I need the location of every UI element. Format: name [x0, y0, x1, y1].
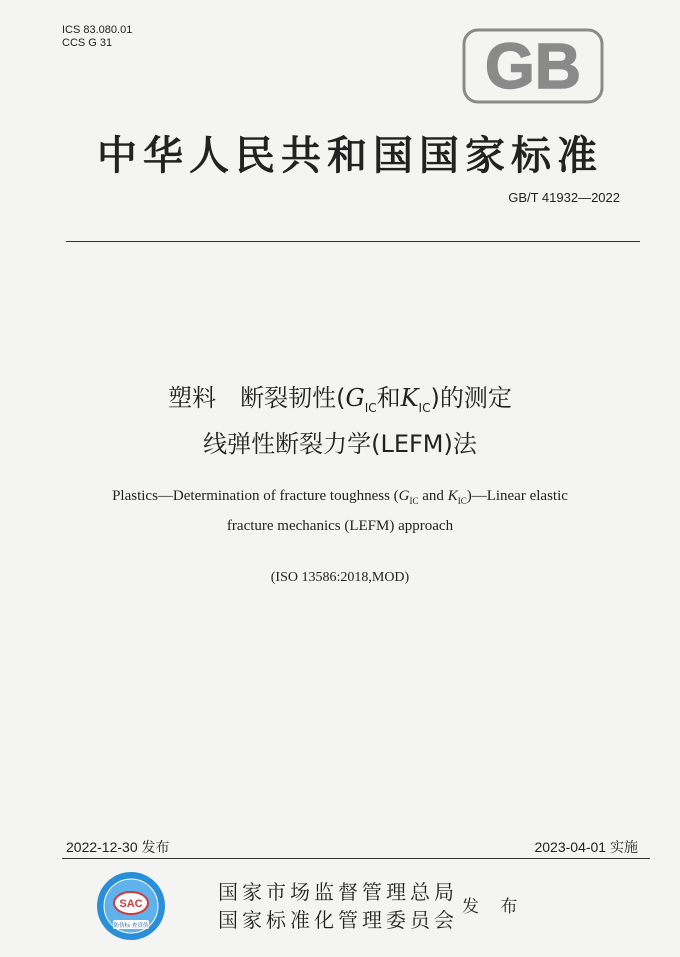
- en-g-subscript: IC: [409, 496, 419, 506]
- zh-title-prefix: 塑料 断裂韧性(: [168, 384, 346, 412]
- issuer-sac: 国家标准化管理委员会: [218, 908, 458, 932]
- zh-g-symbol: G: [345, 384, 365, 412]
- standard-number: GB/T 41932—2022: [508, 190, 620, 205]
- zh-title-suffix: )的测定: [430, 384, 512, 412]
- issuing-authorities: [218, 878, 458, 934]
- ccs-code: CCS G 31: [62, 37, 113, 49]
- issue-date: 2022-12-30 发布: [66, 839, 170, 855]
- chinese-title-line2: 线弹性断裂力学(LEFM)法: [203, 430, 477, 458]
- publish-label: 发 布: [462, 897, 526, 917]
- zh-k-symbol: K: [400, 384, 419, 412]
- gb-logo-text: GB: [485, 30, 581, 102]
- iso-reference: (ISO 13586:2018,MOD): [270, 570, 410, 585]
- issuer-samr: 国家市场监督管理总局: [218, 880, 458, 904]
- seal-logo-text: SAC: [119, 898, 143, 910]
- english-title-line1: [40, 484, 640, 514]
- zh-connector: 和: [376, 384, 401, 412]
- en-k-symbol: K: [447, 488, 458, 504]
- national-standard-title: 中华人民共和国国家标准: [97, 132, 603, 179]
- zh-g-subscript: IC: [364, 400, 377, 415]
- ics-code: ICS 83.080.01: [62, 24, 133, 36]
- en-g-symbol: G: [398, 488, 410, 504]
- implementation-date: 2023-04-01 实施: [534, 839, 638, 855]
- header-divider: [66, 241, 640, 242]
- english-title-line2: fracture mechanics (LEFM) approach: [226, 518, 454, 534]
- english-title: [40, 484, 640, 539]
- zh-k-subscript: IC: [418, 400, 431, 415]
- en-title-suffix: )—Linear elastic: [466, 488, 568, 504]
- seal-caption: 防伪标 查真伪: [113, 923, 149, 929]
- anti-counterfeit-seal-icon: [95, 870, 167, 942]
- classification-codes: [62, 24, 132, 50]
- gb-logo-icon: [462, 28, 604, 104]
- chinese-title-line1: [40, 378, 640, 415]
- footer-divider: [62, 858, 650, 859]
- en-title-prefix: Plastics—Determination of fracture toughness (: [112, 488, 399, 504]
- en-k-subscript: IC: [457, 496, 467, 506]
- en-and: and: [418, 488, 448, 504]
